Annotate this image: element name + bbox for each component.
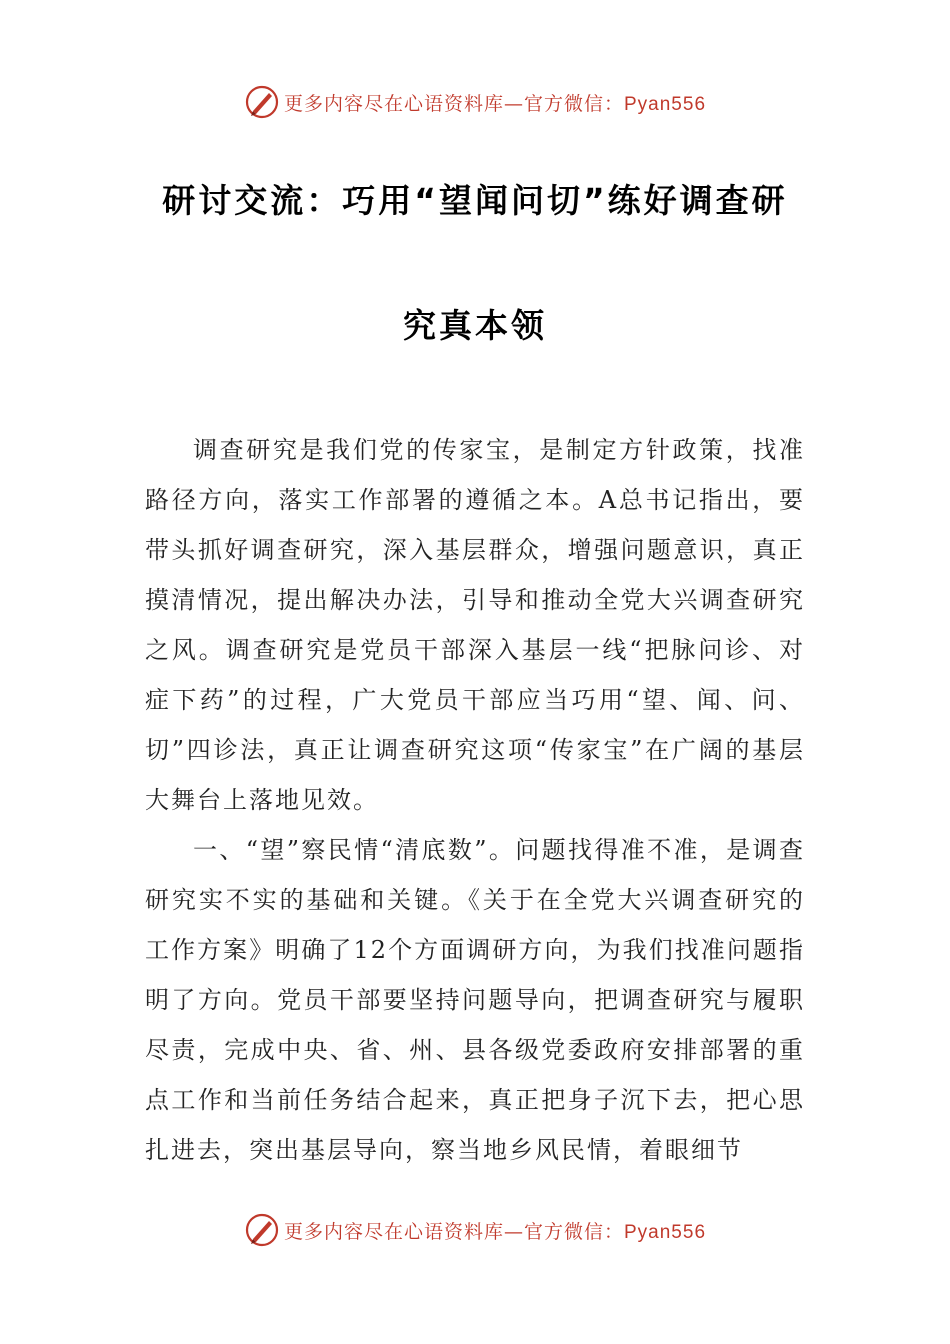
article-body	[145, 425, 805, 1175]
header-banner	[0, 82, 950, 122]
page-title-line-2: 究真本领	[403, 306, 547, 345]
footer-wechat-id: Pyan556	[624, 1221, 707, 1243]
footer-banner	[0, 1210, 950, 1250]
pen-logo-icon	[244, 1212, 280, 1248]
paragraph: 调查研究是我们党的传家宝，是制定方针政策，找准路径方向，落实工作部署的遵循之本。A总书记指出，要带头抓好调查研究，深入基层群众，增强问题意识，真正摸清情况，提出解决办法，引导和推动全党大兴调查研究之风。调查研究是党员干部深入基层一线“把脉问诊、对症下药”的过程，广大党员干部应当巧用“望、闻、问、切”四诊法，真正让调查研究这项“传家宝”在广阔的基层大舞台上落地见效。	[145, 436, 805, 814]
footer-banner-text: 更多内容尽在心语资料库—官方微信：Pyan556	[283, 1220, 707, 1243]
paragraph: 一、“望”察民情“清底数”。问题找得准不准，是调查研究实不实的基础和关键。《关于在全党大兴调查研究的工作方案》明确了12个方面调研方向，为我们找准问题指明了方向。党员干部要坚持问题导向，把调查研究与履职尽责，完成中央、省、州、县各级党委政府安排部署的重点工作和当前任务结合起来，真正把身子沉下去，把心思扎进去，突出基层导向，察当地乡风民情，着眼细节	[145, 836, 805, 1164]
pen-logo-icon	[244, 84, 280, 120]
header-banner-text: 更多内容尽在心语资料库—官方微信：Pyan556	[283, 92, 707, 115]
header-wechat-id: Pyan556	[624, 93, 707, 115]
page-title-line-1: 研讨交流：巧用“望闻问切”练好调查研	[162, 181, 788, 220]
